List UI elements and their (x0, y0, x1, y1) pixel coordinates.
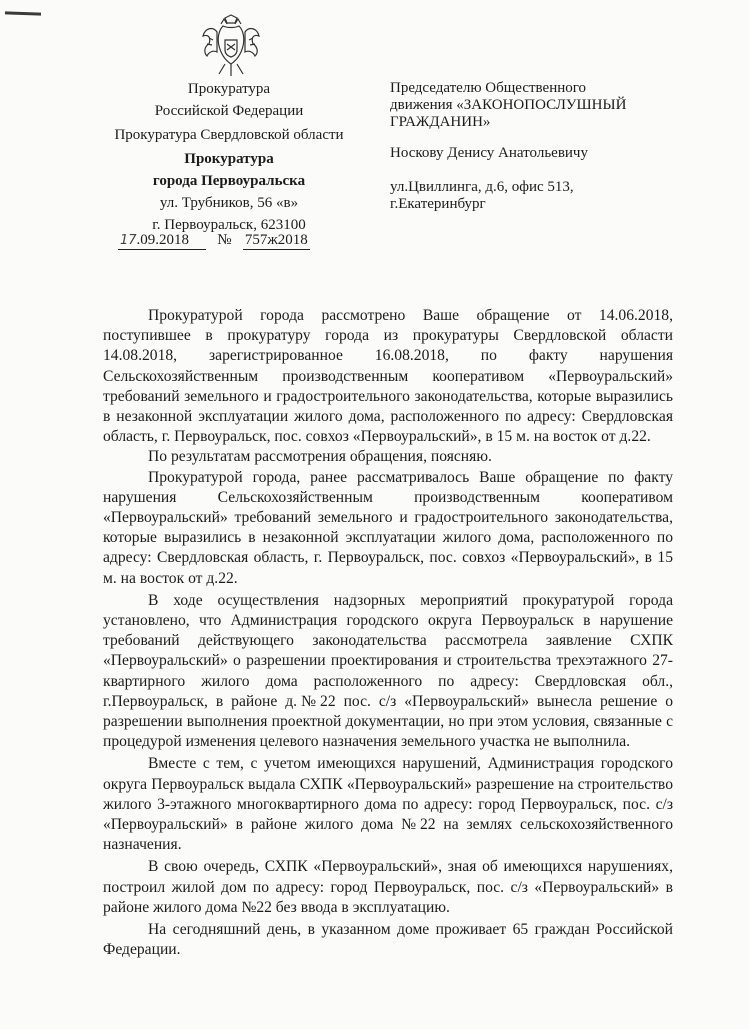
sender-prosecutor-general: Прокуратура (187, 81, 271, 97)
recipient-address-line2: г.Екатеринбург (390, 196, 486, 212)
registration-line (118, 232, 310, 250)
scan-pen-mark (5, 11, 41, 15)
sender-office-title: Прокуратура (184, 151, 274, 167)
recipient-title-line3: ГРАЖДАНИН» (390, 114, 491, 130)
recipient-name: Носкову Денису Анатольевичу (390, 145, 588, 161)
coat-of-arms-icon (199, 14, 263, 78)
registration-date-rest: .09.2018 (136, 232, 190, 248)
body-paragraph-1: Прокуратурой города рассмотрено Ваше обращение от 14.06.2018, поступившее в прокуратуру города из прокуратуры Свердловской области 14.08.2018, зарегистрированное 16.08.2018, по факту нарушения Сельскохозяйственным производственным кооперативом «Первоуральский» требований земельного и градостроительного законодательства, которые выразились в незаконной эксплуатации жилого дома, расположенного по адресу: Свердловская область, г. Первоуральск, пос. совхоз «Первоуральский», в 15 м. на восток от д.22. (103, 307, 673, 446)
body-paragraph-5: Вместе с тем, с учетом имеющихся нарушений, Администрация городского округа Первоуральск выдала СХПК «Первоуральский» разрешение на строительство жилого 3-этажного многоквартирного дома по адресу: город Первоуральск, пос. с/з «Первоуральский» в районе жилого дома №22 на землях сельскохозяйственного назначения. (103, 755, 673, 854)
sender-regional-office: Прокуратура Свердловской области (114, 127, 344, 143)
body-paragraph-2: По результатам рассмотрения обращения, поясняю. (148, 448, 492, 466)
sender-russian-federation: Российской Федерации (154, 103, 304, 119)
letter-body (103, 306, 673, 961)
sender-office-city: города Первоуральска (152, 173, 306, 189)
registration-day: 17 (120, 233, 137, 248)
recipient-address-line1: ул.Цвиллинга, д.6, офис 513, (390, 179, 574, 195)
sender-block (95, 78, 363, 236)
recipient-block (390, 80, 720, 213)
recipient-title-line1: Председателю Общественного (390, 80, 587, 96)
registration-number: 757ж2018 (244, 232, 308, 248)
sender-city-zip: г. Первоуральск, 623100 (152, 217, 306, 233)
sender-street: ул. Трубников, 56 «в» (159, 195, 299, 211)
number-sign: № (217, 232, 232, 248)
registration-date (118, 232, 206, 250)
body-paragraph-6: В свою очередь, СХПК «Первоуральский», зная об имеющихся нарушениях, построил жилой дом по адресу: город Первоуральск, пос. с/з «Первоуральский» в районе жилого дома №22 без ввода в эксплуатацию. (103, 858, 673, 916)
body-paragraph-3: Прокуратурой города, ранее рассматривалось Ваше обращение по факту нарушения Сельскохозяйственным производственным кооперативом «Первоуральский» требований земельного и градостроительного законодательства, которые выразились в незаконной эксплуатации жилого дома, расположенного по адресу: Свердловская область, г. Первоуральск, пос. совхоз «Первоуральский», в 15 м. на восток от д.22. (103, 468, 673, 587)
recipient-title-line2: движения «ЗАКОНОПОСЛУШНЫЙ (390, 97, 627, 113)
body-paragraph-4: В ходе осуществления надзорных мероприятий прокуратурой города установлено, что Администрация городского округа Первоуральск в нарушение требований действующего законодательства рассмотрела заявление СХПК «Первоуральский» о разрешении проектирования и строительства трехэтажного 27-квартирного жилого дома расположенного по адресу: Свердловская обл., г.Первоуральск, в районе д.№22 пос. с/з «Первоуральский» вынесла решение о разрешении выполнения проектной документации, но при этом условия, связанные с процедурой изменения целевого назначения земельного участка не выполнила. (103, 591, 673, 751)
body-paragraph-7: На сегодняшний день, в указанном доме проживает 65 граждан Российской Федерации. (103, 921, 673, 959)
